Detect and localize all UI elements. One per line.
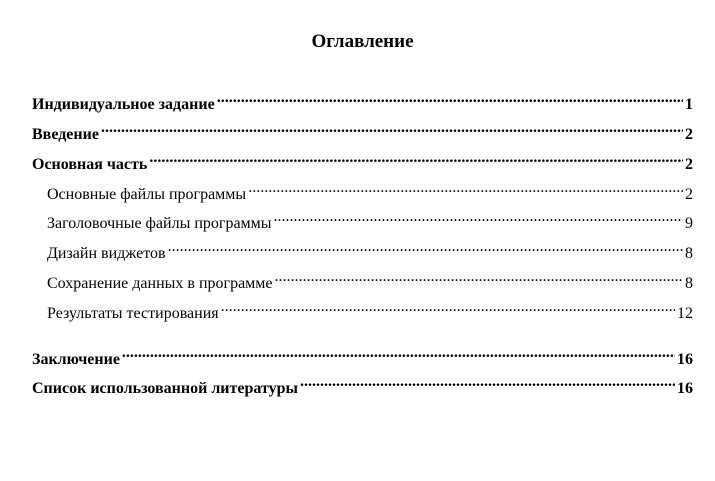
- toc-dot-leader: [300, 371, 675, 393]
- toc-entry-label: Введение: [32, 126, 99, 143]
- toc-entry-introduction[interactable]: [32, 117, 693, 143]
- toc-entry-label: Индивидуальное задание: [32, 96, 215, 113]
- toc-entry-page-number: 2: [685, 186, 693, 203]
- toc-entry-label: Сохранение данных в программе: [47, 275, 273, 292]
- toc-entry-main-part[interactable]: [32, 147, 693, 173]
- toc-dot-leader: [122, 342, 675, 364]
- toc-entry-label: Список использованной литературы: [32, 380, 298, 397]
- toc-entry-label: Заключение: [32, 351, 120, 368]
- toc-entry-page-number: 9: [685, 215, 693, 232]
- toc-entry-page-number: 12: [677, 305, 693, 322]
- toc-dot-leader: [149, 147, 683, 169]
- toc-entry-label: Основные файлы программы: [47, 186, 247, 203]
- toc-entry-page-number: 8: [685, 245, 693, 262]
- toc-title: Оглавление: [311, 31, 414, 52]
- toc-dot-leader: [221, 296, 675, 318]
- toc-entry-page-number: 8: [685, 275, 693, 292]
- toc-entry-data-saving[interactable]: [47, 266, 693, 292]
- toc-entry-label: Основная часть: [32, 156, 148, 173]
- toc-entry-individual-task[interactable]: [32, 87, 693, 113]
- toc-dot-leader: [101, 117, 683, 139]
- toc-dot-leader: [274, 206, 683, 228]
- toc-entry-main-program-files[interactable]: [47, 177, 693, 203]
- toc-entry-label: Результаты тестирования: [47, 305, 219, 322]
- toc-entry-header-files[interactable]: [47, 206, 693, 232]
- toc-dot-leader: [168, 236, 683, 258]
- toc-dot-leader: [217, 87, 683, 109]
- toc-entry-label: Дизайн виджетов: [47, 245, 166, 262]
- toc-dot-leader: [275, 266, 683, 288]
- toc-entry-test-results[interactable]: [47, 296, 693, 322]
- toc-entry-page-number: 16: [677, 351, 693, 368]
- toc-entry-page-number: 1: [685, 96, 693, 113]
- toc-entry-conclusion[interactable]: [32, 342, 693, 368]
- toc-entry-page-number: 16: [677, 380, 693, 397]
- toc-entry-page-number: 2: [685, 126, 693, 143]
- toc-entry-references[interactable]: [32, 371, 693, 397]
- toc-entry-widget-design[interactable]: [47, 236, 693, 262]
- toc-entry-label: Заголовочные файлы программы: [47, 215, 272, 232]
- toc-dot-leader: [248, 177, 683, 199]
- toc-entry-page-number: 2: [685, 156, 693, 173]
